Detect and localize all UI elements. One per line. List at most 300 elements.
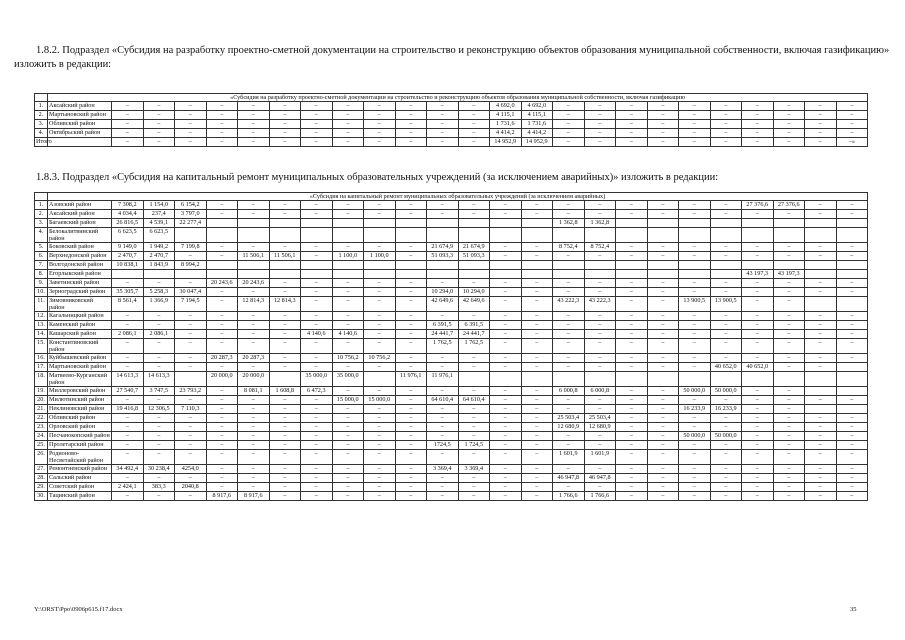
value-cell: – bbox=[584, 312, 616, 321]
value-cell: – bbox=[584, 405, 616, 414]
value-cell: – bbox=[112, 423, 144, 432]
value-cell: – bbox=[143, 279, 175, 288]
value-cell bbox=[836, 228, 868, 243]
value-cell: – bbox=[742, 405, 774, 414]
value-cell: – bbox=[679, 465, 711, 474]
value-cell: – bbox=[616, 210, 648, 219]
value-cell: – bbox=[616, 312, 648, 321]
value-cell: – bbox=[395, 210, 427, 219]
value-cell bbox=[836, 363, 868, 372]
value-cell: – bbox=[773, 279, 805, 288]
value-cell: – bbox=[238, 483, 270, 492]
value-cell: 20 243,6 bbox=[206, 279, 238, 288]
value-cell: – bbox=[773, 111, 805, 120]
value-cell: – bbox=[458, 363, 490, 372]
value-cell: – bbox=[458, 201, 490, 210]
value-cell: – bbox=[679, 111, 711, 120]
value-cell: – bbox=[175, 450, 207, 465]
value-cell: – bbox=[143, 129, 175, 138]
value-cell bbox=[269, 219, 301, 228]
value-cell: – bbox=[427, 474, 459, 483]
repair-subsidy-table bbox=[34, 192, 868, 501]
value-cell bbox=[679, 219, 711, 228]
value-cell bbox=[584, 270, 616, 279]
value-cell: – bbox=[553, 252, 585, 261]
value-cell bbox=[553, 261, 585, 270]
value-cell: – bbox=[301, 432, 333, 441]
value-cell: – bbox=[679, 330, 711, 339]
value-cell: – bbox=[679, 354, 711, 363]
value-cell: – bbox=[553, 483, 585, 492]
value-cell: – bbox=[490, 363, 522, 372]
value-cell: 20 287,3 bbox=[238, 354, 270, 363]
district-name: Каменский район bbox=[48, 321, 112, 330]
value-cell: – bbox=[175, 312, 207, 321]
value-cell: – bbox=[553, 339, 585, 354]
value-cell bbox=[742, 219, 774, 228]
value-cell: 35 305,7 bbox=[112, 288, 144, 297]
table-row bbox=[35, 492, 868, 501]
value-cell: – bbox=[647, 279, 679, 288]
value-cell: – bbox=[836, 483, 868, 492]
value-cell: – bbox=[175, 339, 207, 354]
value-cell: – bbox=[269, 279, 301, 288]
value-cell: – bbox=[458, 312, 490, 321]
value-cell: – bbox=[773, 354, 805, 363]
value-cell: – bbox=[238, 432, 270, 441]
value-cell bbox=[647, 261, 679, 270]
value-cell: – bbox=[206, 441, 238, 450]
value-cell: – bbox=[395, 414, 427, 423]
value-cell: – bbox=[332, 474, 364, 483]
value-cell: 1 843,9 bbox=[143, 261, 175, 270]
value-cell: – bbox=[364, 339, 396, 354]
value-cell bbox=[521, 261, 553, 270]
value-cell: – bbox=[710, 483, 742, 492]
value-cell: – bbox=[836, 252, 868, 261]
value-cell bbox=[395, 261, 427, 270]
value-cell: – bbox=[238, 441, 270, 450]
value-cell: – bbox=[773, 405, 805, 414]
value-cell: – bbox=[175, 252, 207, 261]
value-cell: – bbox=[742, 297, 774, 312]
value-cell: 4 115,1 bbox=[521, 111, 553, 120]
value-cell: – bbox=[364, 441, 396, 450]
value-cell: – bbox=[427, 414, 459, 423]
value-cell: – bbox=[175, 120, 207, 129]
value-cell: 4 414,2 bbox=[490, 129, 522, 138]
district-name: Куйбышевский район bbox=[48, 354, 112, 363]
value-cell: – bbox=[805, 354, 837, 363]
value-cell: 50 000,0 bbox=[710, 387, 742, 396]
value-cell: – bbox=[616, 297, 648, 312]
value-cell: – bbox=[773, 120, 805, 129]
value-cell: 4 115,1 bbox=[490, 111, 522, 120]
value-cell: 10 838,1 bbox=[112, 261, 144, 270]
value-cell: – bbox=[206, 297, 238, 312]
value-cell: – bbox=[175, 432, 207, 441]
value-cell: – bbox=[616, 363, 648, 372]
value-cell: – bbox=[269, 120, 301, 129]
value-cell: – bbox=[836, 441, 868, 450]
value-cell: – bbox=[805, 243, 837, 252]
value-cell: 27 540,7 bbox=[112, 387, 144, 396]
value-cell: – bbox=[301, 414, 333, 423]
value-cell: – bbox=[647, 450, 679, 465]
value-cell: – bbox=[710, 138, 742, 147]
value-cell: – bbox=[616, 492, 648, 501]
value-cell: – bbox=[616, 243, 648, 252]
district-name bbox=[48, 138, 112, 147]
value-cell bbox=[238, 261, 270, 270]
value-cell bbox=[710, 219, 742, 228]
value-cell: 13 900,5 bbox=[710, 297, 742, 312]
value-cell: 7 199,8 bbox=[175, 243, 207, 252]
value-cell bbox=[364, 228, 396, 243]
value-cell bbox=[206, 228, 238, 243]
value-cell: – bbox=[458, 387, 490, 396]
value-cell: – bbox=[395, 474, 427, 483]
value-cell: – bbox=[647, 210, 679, 219]
value-cell: – bbox=[584, 129, 616, 138]
value-cell: – bbox=[521, 450, 553, 465]
value-cell: – bbox=[679, 138, 711, 147]
value-cell: – bbox=[238, 339, 270, 354]
value-cell: – bbox=[584, 138, 616, 147]
value-cell: 4 414,2 bbox=[521, 129, 553, 138]
value-cell: – bbox=[301, 492, 333, 501]
value-cell: – bbox=[395, 120, 427, 129]
value-cell: 4 692,0 bbox=[521, 102, 553, 111]
table-row bbox=[35, 219, 868, 228]
district-name: Песчанокопский район bbox=[49, 432, 110, 439]
value-cell bbox=[584, 228, 616, 243]
value-cell: – bbox=[616, 111, 648, 120]
row-number: 16. bbox=[35, 354, 48, 363]
value-cell: – bbox=[332, 138, 364, 147]
value-cell: 14 613,3 bbox=[112, 372, 144, 387]
page-number: 35 bbox=[850, 606, 857, 613]
value-cell: – bbox=[238, 396, 270, 405]
value-cell: – bbox=[332, 111, 364, 120]
value-cell bbox=[836, 387, 868, 396]
row-number: 29. bbox=[35, 483, 48, 492]
value-cell: – bbox=[458, 138, 490, 147]
value-cell: – bbox=[427, 387, 459, 396]
row-number: 27. bbox=[35, 465, 48, 474]
value-cell: 24 441,7 bbox=[458, 330, 490, 339]
value-cell: – bbox=[301, 201, 333, 210]
value-cell: 383,3 bbox=[143, 483, 175, 492]
value-cell: – bbox=[395, 432, 427, 441]
value-cell: – bbox=[647, 288, 679, 297]
value-cell: 27 376,6 bbox=[742, 201, 774, 210]
district-name: Миллеровский район bbox=[48, 387, 112, 396]
value-cell: – bbox=[836, 120, 868, 129]
value-cell: 50 000,0 bbox=[679, 387, 711, 396]
row-number: 17. bbox=[35, 363, 48, 372]
value-cell bbox=[647, 372, 679, 387]
value-cell: – bbox=[490, 414, 522, 423]
value-cell: – bbox=[710, 288, 742, 297]
value-cell: – bbox=[364, 483, 396, 492]
value-cell: – bbox=[773, 321, 805, 330]
table-row bbox=[35, 354, 868, 363]
value-cell: – bbox=[805, 432, 837, 441]
value-cell: 16 233,9 bbox=[679, 405, 711, 414]
value-cell: – bbox=[521, 330, 553, 339]
value-cell: – bbox=[836, 330, 868, 339]
district-name: Мартыновский район bbox=[48, 363, 112, 372]
value-cell: – bbox=[742, 396, 774, 405]
table-row bbox=[35, 405, 868, 414]
table-row bbox=[35, 138, 868, 147]
value-cell: 20 000,0 bbox=[238, 372, 270, 387]
value-cell bbox=[143, 270, 175, 279]
value-cell: – bbox=[616, 396, 648, 405]
value-cell: – bbox=[679, 201, 711, 210]
value-cell: 10 294,0 bbox=[458, 288, 490, 297]
district-name: Багаевский район bbox=[48, 219, 112, 228]
table-row bbox=[35, 483, 868, 492]
value-cell: – bbox=[647, 423, 679, 432]
value-cell bbox=[395, 228, 427, 243]
value-cell: – bbox=[805, 201, 837, 210]
value-cell bbox=[773, 219, 805, 228]
value-cell: 7 194,5 bbox=[175, 297, 207, 312]
value-cell: – bbox=[836, 396, 868, 405]
value-cell: – bbox=[836, 354, 868, 363]
value-cell: 8 917,6 bbox=[206, 492, 238, 501]
value-cell bbox=[521, 270, 553, 279]
value-cell: – bbox=[773, 312, 805, 321]
value-cell: – bbox=[175, 363, 207, 372]
row-number: 15. bbox=[35, 339, 48, 354]
value-cell: – bbox=[647, 414, 679, 423]
value-cell bbox=[206, 219, 238, 228]
row-number: 8. bbox=[35, 270, 48, 279]
value-cell: – bbox=[805, 321, 837, 330]
value-cell: 46 947,8 bbox=[584, 474, 616, 483]
value-cell: – bbox=[332, 102, 364, 111]
value-cell: – bbox=[238, 129, 270, 138]
value-cell: 6 000,8 bbox=[584, 387, 616, 396]
value-cell: – bbox=[490, 423, 522, 432]
value-cell: – bbox=[553, 405, 585, 414]
value-cell: – bbox=[332, 405, 364, 414]
value-cell: – bbox=[647, 312, 679, 321]
value-cell: 8 561,4 bbox=[112, 297, 144, 312]
value-cell: – bbox=[238, 423, 270, 432]
value-cell: – bbox=[332, 243, 364, 252]
value-cell: 6 472,3 bbox=[301, 387, 333, 396]
value-cell: – bbox=[647, 120, 679, 129]
value-cell: – bbox=[427, 111, 459, 120]
value-cell: – bbox=[395, 102, 427, 111]
value-cell: – bbox=[458, 102, 490, 111]
value-cell: – bbox=[584, 252, 616, 261]
value-cell: 3 369,4 bbox=[427, 465, 459, 474]
value-cell: – bbox=[553, 129, 585, 138]
row-number: 14. bbox=[35, 330, 48, 339]
value-cell: – bbox=[773, 432, 805, 441]
value-cell: – bbox=[773, 483, 805, 492]
value-cell: – bbox=[175, 138, 207, 147]
value-cell: – bbox=[584, 339, 616, 354]
value-cell: – bbox=[679, 363, 711, 372]
value-cell: –» bbox=[836, 138, 868, 147]
value-cell: – bbox=[616, 414, 648, 423]
value-cell: 10 756,2 bbox=[332, 354, 364, 363]
value-cell: – bbox=[395, 492, 427, 501]
value-cell: 1 366,9 bbox=[143, 297, 175, 312]
value-cell: – bbox=[301, 465, 333, 474]
value-cell: – bbox=[584, 321, 616, 330]
value-cell: – bbox=[679, 129, 711, 138]
value-cell: – bbox=[332, 339, 364, 354]
value-cell: – bbox=[773, 138, 805, 147]
value-cell: – bbox=[584, 111, 616, 120]
value-cell: – bbox=[647, 252, 679, 261]
value-cell: – bbox=[616, 321, 648, 330]
row-number: 23. bbox=[35, 423, 48, 432]
table-row bbox=[35, 201, 868, 210]
district-name: Орловский район bbox=[48, 423, 112, 432]
value-cell: – bbox=[647, 396, 679, 405]
value-cell: – bbox=[490, 330, 522, 339]
value-cell: – bbox=[269, 339, 301, 354]
value-cell: – bbox=[616, 432, 648, 441]
value-cell: 7 308,2 bbox=[112, 201, 144, 210]
value-cell: – bbox=[521, 441, 553, 450]
value-cell: 12 680,9 bbox=[584, 423, 616, 432]
value-cell: – bbox=[364, 138, 396, 147]
value-cell: 4 140,6 bbox=[301, 330, 333, 339]
value-cell: – bbox=[269, 210, 301, 219]
value-cell bbox=[805, 219, 837, 228]
value-cell: – bbox=[553, 111, 585, 120]
value-cell: – bbox=[584, 279, 616, 288]
value-cell: – bbox=[112, 312, 144, 321]
value-cell: 51 093,3 bbox=[427, 252, 459, 261]
value-cell: – bbox=[647, 405, 679, 414]
value-cell: – bbox=[490, 243, 522, 252]
value-cell: – bbox=[773, 297, 805, 312]
table-row bbox=[35, 414, 868, 423]
value-cell: – bbox=[112, 474, 144, 483]
value-cell: – bbox=[553, 396, 585, 405]
value-cell: – bbox=[269, 363, 301, 372]
value-cell bbox=[364, 219, 396, 228]
value-cell: – bbox=[395, 354, 427, 363]
value-cell: – bbox=[112, 339, 144, 354]
table-row bbox=[35, 423, 868, 432]
section-2-heading: 1.8.3. Подраздел «Субсидия на капитальный ремонт муниципальных образовательных учреждений (за исключением аварийных)» изложить в редакции: bbox=[36, 172, 719, 183]
district-name: Пролетарский район bbox=[48, 441, 112, 450]
value-cell: – bbox=[710, 492, 742, 501]
value-cell bbox=[395, 219, 427, 228]
value-cell bbox=[458, 270, 490, 279]
value-cell: – bbox=[836, 210, 868, 219]
value-cell: – bbox=[427, 363, 459, 372]
value-cell: – bbox=[616, 120, 648, 129]
value-cell bbox=[647, 228, 679, 243]
value-cell: – bbox=[773, 102, 805, 111]
value-cell bbox=[364, 261, 396, 270]
value-cell: – bbox=[427, 102, 459, 111]
value-cell: – bbox=[521, 210, 553, 219]
value-cell bbox=[490, 228, 522, 243]
value-cell: – bbox=[679, 210, 711, 219]
value-cell: – bbox=[710, 120, 742, 129]
value-cell bbox=[175, 228, 207, 243]
value-cell: – bbox=[301, 396, 333, 405]
value-cell: – bbox=[206, 120, 238, 129]
value-cell: – bbox=[742, 354, 774, 363]
value-cell: – bbox=[647, 138, 679, 147]
value-cell: – bbox=[143, 363, 175, 372]
value-cell: 2 086,1 bbox=[143, 330, 175, 339]
value-cell: – bbox=[521, 354, 553, 363]
value-cell: – bbox=[679, 441, 711, 450]
value-cell: – bbox=[112, 354, 144, 363]
row-number: 26. bbox=[35, 450, 48, 465]
value-cell: 15 000,0 bbox=[364, 396, 396, 405]
value-cell: – bbox=[773, 441, 805, 450]
value-cell: – bbox=[458, 111, 490, 120]
value-cell: – bbox=[616, 288, 648, 297]
value-cell: – bbox=[553, 279, 585, 288]
value-cell: – bbox=[521, 321, 553, 330]
table-row bbox=[35, 396, 868, 405]
value-cell bbox=[710, 261, 742, 270]
value-cell: – bbox=[364, 111, 396, 120]
value-cell bbox=[805, 405, 837, 414]
value-cell: – bbox=[332, 321, 364, 330]
value-cell: – bbox=[805, 120, 837, 129]
value-cell: – bbox=[805, 138, 837, 147]
value-cell bbox=[521, 228, 553, 243]
value-cell: – bbox=[364, 414, 396, 423]
value-cell: – bbox=[805, 414, 837, 423]
table-row bbox=[35, 279, 868, 288]
value-cell: – bbox=[836, 288, 868, 297]
value-cell: – bbox=[395, 339, 427, 354]
value-cell: – bbox=[112, 396, 144, 405]
value-cell: – bbox=[805, 330, 837, 339]
value-cell: – bbox=[647, 243, 679, 252]
value-cell: – bbox=[805, 450, 837, 465]
value-cell: – bbox=[521, 483, 553, 492]
value-cell: – bbox=[616, 129, 648, 138]
value-cell bbox=[616, 270, 648, 279]
value-cell: – bbox=[805, 483, 837, 492]
value-cell bbox=[427, 228, 459, 243]
value-cell bbox=[332, 219, 364, 228]
value-cell bbox=[332, 261, 364, 270]
table-row bbox=[35, 261, 868, 270]
value-cell: – bbox=[364, 210, 396, 219]
value-cell: 1 154,0 bbox=[143, 201, 175, 210]
value-cell: – bbox=[301, 441, 333, 450]
value-cell: – bbox=[742, 102, 774, 111]
value-cell bbox=[490, 261, 522, 270]
value-cell: – bbox=[238, 120, 270, 129]
row-number: 7. bbox=[35, 261, 48, 270]
value-cell: 14 613,3 bbox=[143, 372, 175, 387]
value-cell: – bbox=[332, 483, 364, 492]
value-cell: 43 222,3 bbox=[553, 297, 585, 312]
